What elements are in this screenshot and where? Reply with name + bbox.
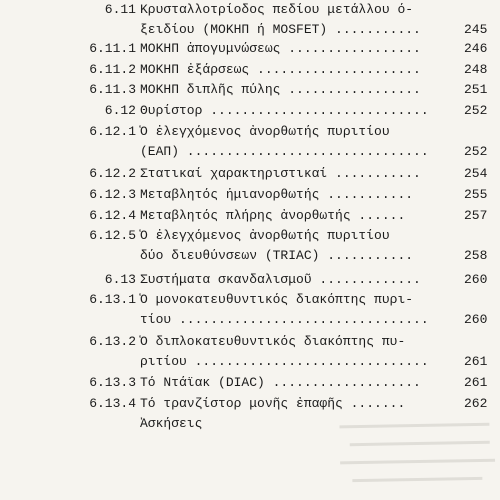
section-title: Θυρίστορ ............................: [140, 103, 429, 118]
toc-row: [0, 101, 500, 121]
section-title-line-2: (ΕΑΠ) ...............................: [140, 144, 429, 159]
section-title: Τό Ντάϊακ (DIAC) ...................: [140, 375, 421, 390]
toc-row: [0, 290, 500, 310]
section-title-line-1: Ὁ ἐλεγχόμενος ἀνορθωτής πυριτίου: [140, 228, 390, 243]
section-title-line-1: Κρυσταλλοτρίοδος πεδίου μετάλλου ό-: [140, 2, 414, 17]
section-number: 6.12.2: [89, 166, 136, 181]
toc-row: [0, 80, 500, 100]
section-title: ΜΟΚΗΠ διπλῆς πύλης .................: [140, 82, 421, 97]
page-number: 248: [464, 62, 488, 77]
page-number: 261: [464, 375, 488, 390]
toc-row: [0, 352, 500, 372]
page-number: 246: [464, 41, 488, 56]
page-number: 252: [464, 103, 488, 118]
section-number: 6.13.3: [89, 375, 136, 390]
section-number: 6.11.2: [89, 62, 136, 77]
toc-row: [0, 226, 500, 246]
section-number: 6.13.2: [89, 334, 136, 349]
section-title-line-1: Ὁ μονοκατευθυντικός διακόπτης πυρι-: [140, 292, 414, 307]
page-number: 260: [464, 312, 488, 327]
toc-row: [0, 270, 500, 290]
toc-row: [0, 0, 500, 20]
page-number: 260: [464, 272, 488, 287]
section-title-line-2: ριτίου ..............................: [140, 354, 429, 369]
section-title: Τό τρανζίστορ μονῆς ἐπαφῆς .......: [140, 396, 406, 411]
section-title: Ἀσκήσεις: [140, 416, 203, 431]
section-number: 6.12.3: [89, 187, 136, 202]
page-number: 252: [464, 144, 488, 159]
section-number: 6.12.5: [89, 228, 136, 243]
toc-row: [0, 373, 500, 393]
toc-row: [0, 164, 500, 184]
section-title: Συστήματα σκανδαλισμοῦ .............: [140, 272, 421, 287]
section-number: 6.12.1: [89, 124, 136, 139]
toc-row: [0, 20, 500, 40]
toc-row: [0, 206, 500, 226]
page-number: 261: [464, 354, 488, 369]
section-title: ΜΟΚΗΠ ἐξάρσεως .....................: [140, 62, 421, 77]
page-number: 257: [464, 208, 488, 223]
toc-row: [0, 394, 500, 414]
section-title-line-1: Ὁ ἐλεγχόμενος ἀνορθωτής πυριτίου: [140, 124, 390, 139]
toc-row: [0, 310, 500, 330]
toc-row: [0, 414, 500, 434]
page-number: 245: [464, 22, 488, 37]
toc-row: [0, 122, 500, 142]
section-title-line-2: τίου ................................: [140, 312, 429, 327]
toc-row: [0, 332, 500, 352]
section-title-line-2: ξειδίου (ΜΟΚΗΠ ή MOSFET) ...........: [140, 22, 421, 37]
section-number: 6.12.4: [89, 208, 136, 223]
toc-row: [0, 142, 500, 162]
section-number: 6.11.3: [89, 82, 136, 97]
section-title: ΜΟΚΗΠ ἀπογυμνώσεως .................: [140, 41, 421, 56]
section-number: 6.13.4: [89, 396, 136, 411]
section-number: 6.11: [104, 2, 136, 17]
section-title-line-1: Ὁ διπλοκατευθυντικός διακόπτης πυ-: [140, 334, 406, 349]
section-number: 6.11.1: [89, 41, 136, 56]
section-title: Μεταβλητός ἡμιανορθωτής ...........: [140, 187, 414, 202]
toc-row: [0, 185, 500, 205]
section-title: Στατικαί χαρακτηριστικαί ...........: [140, 166, 421, 181]
page-number: 255: [464, 187, 488, 202]
page-number: 254: [464, 166, 488, 181]
page-number: 262: [464, 396, 488, 411]
section-number: 6.12: [104, 103, 136, 118]
page-number: 251: [464, 82, 488, 97]
section-title-line-2: δύο διευθύνσεων (TRIAC) ...........: [140, 248, 414, 263]
page-number: 258: [464, 248, 488, 263]
toc-row: [0, 246, 500, 266]
section-number: 6.13: [104, 272, 136, 287]
toc-row: [0, 39, 500, 59]
section-title: Μεταβλητός πλήρης ἀνορθωτής ......: [140, 208, 406, 223]
section-number: 6.13.1: [89, 292, 136, 307]
toc-row: [0, 60, 500, 80]
